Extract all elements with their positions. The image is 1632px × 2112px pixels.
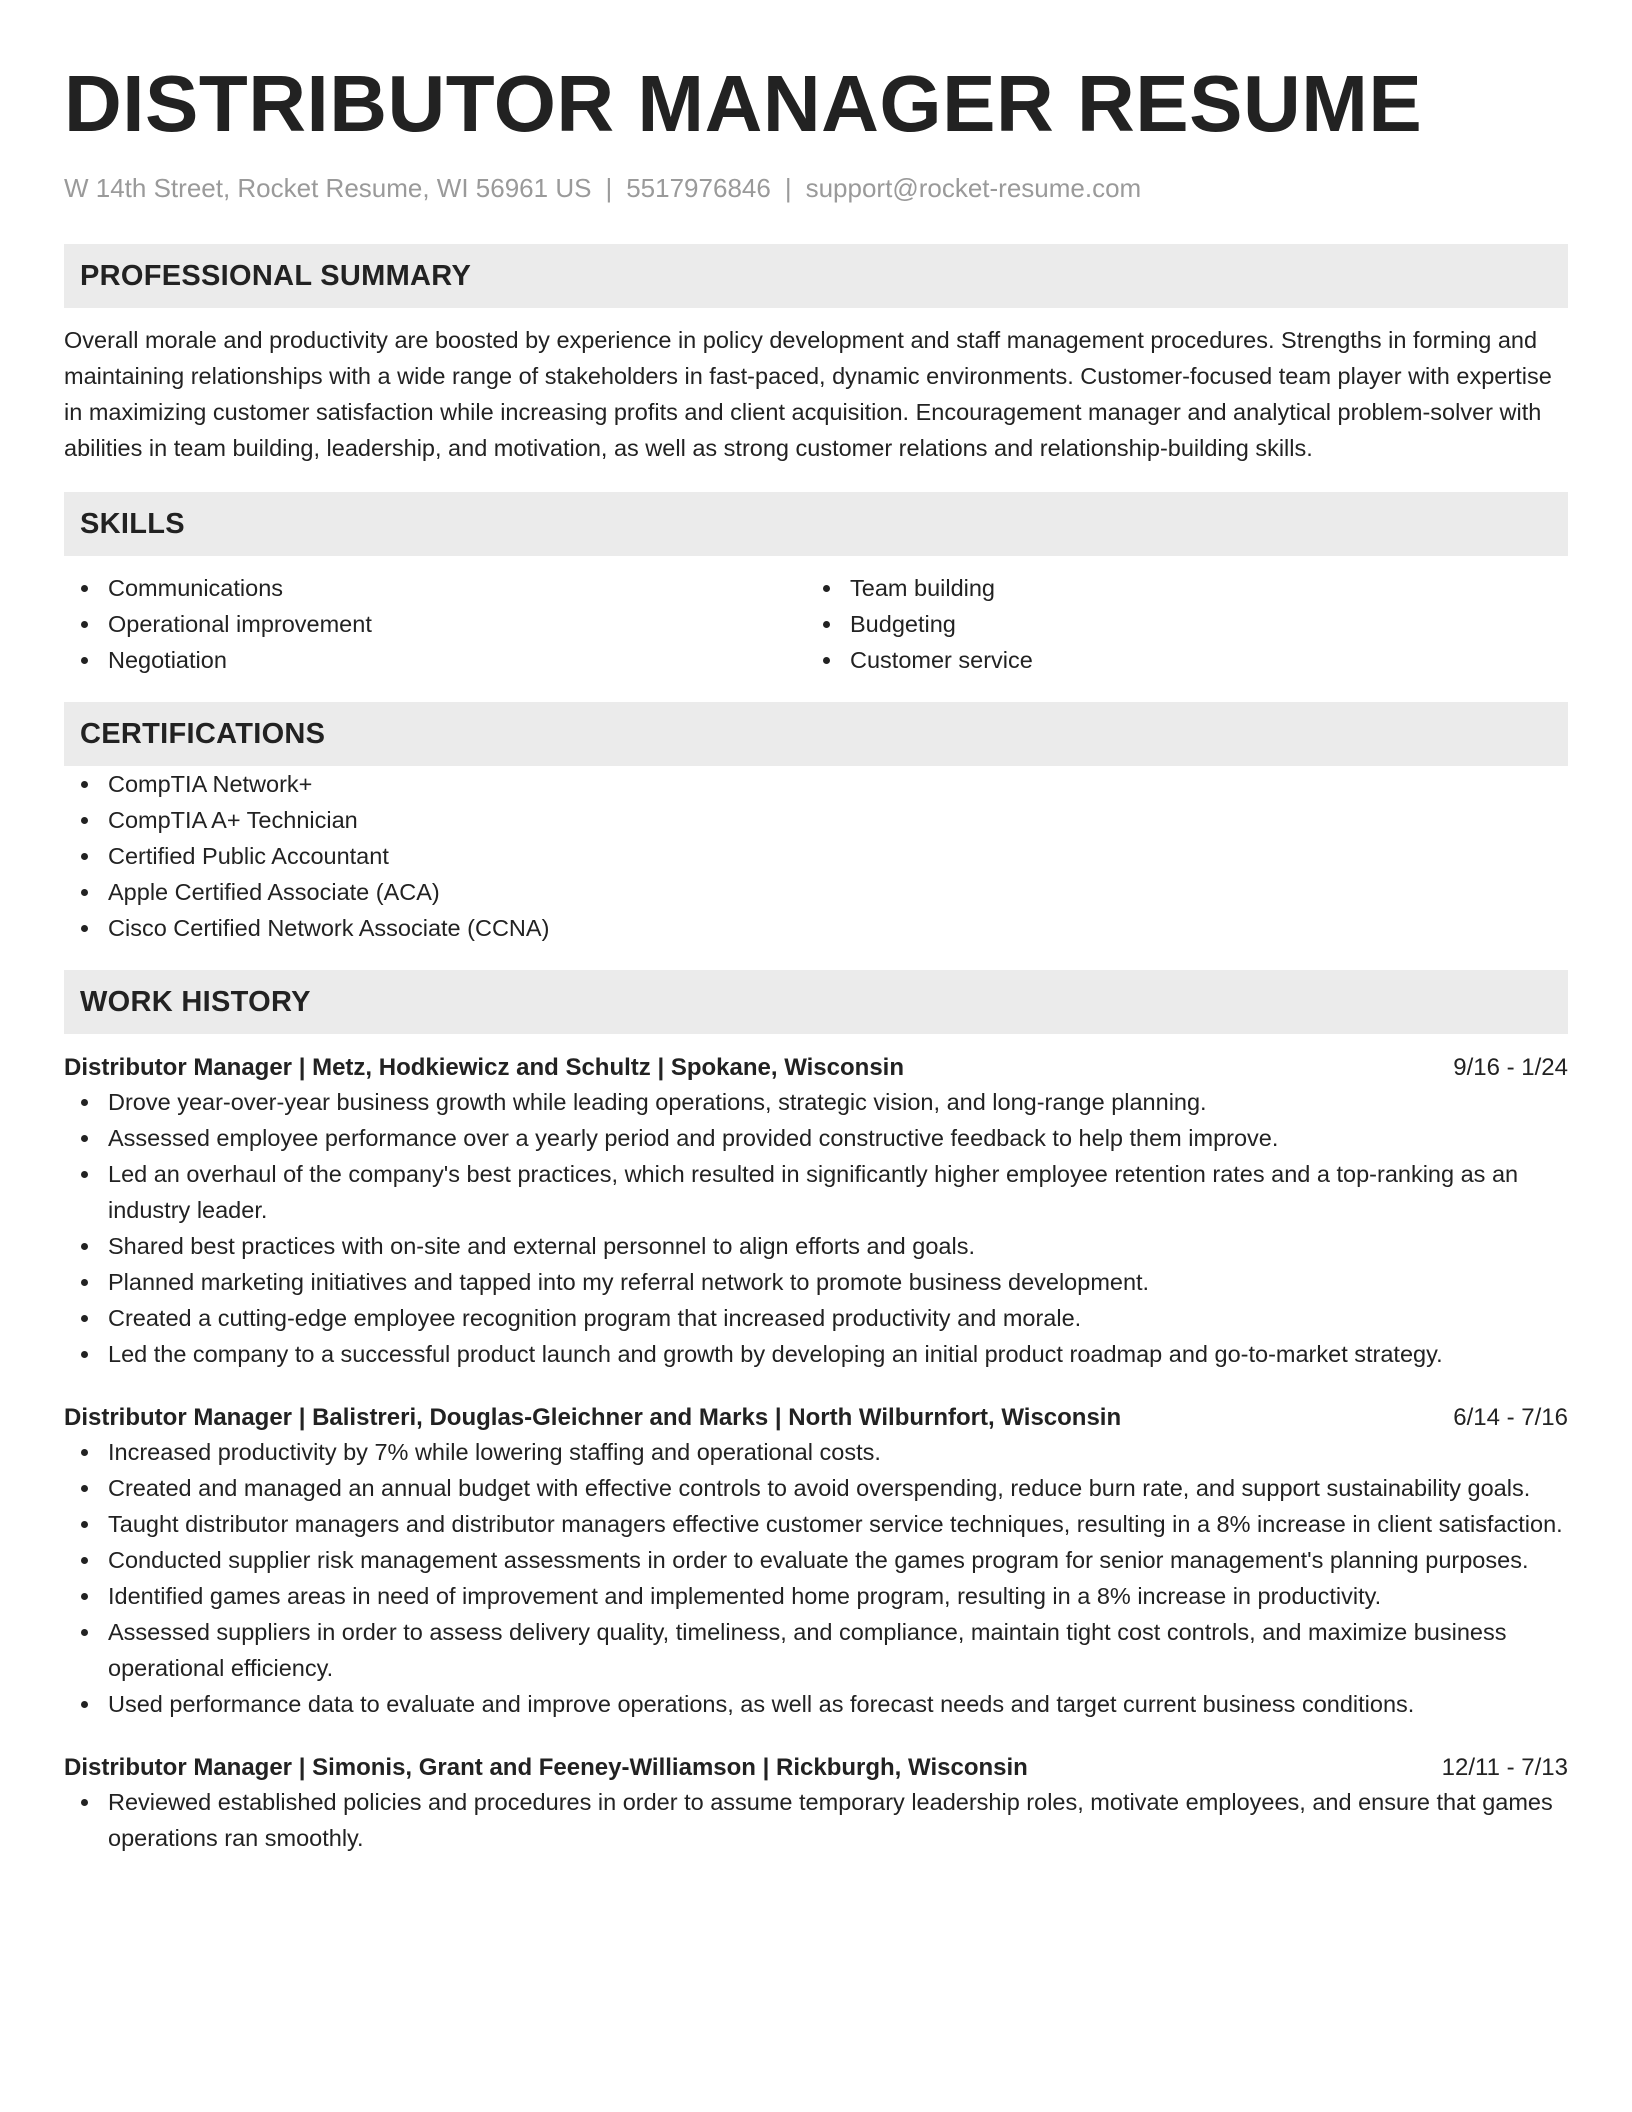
job-header	[64, 1402, 1568, 1434]
job-title: Distributor Manager | Simonis, Grant and Feeney-Williamson | Rickburgh, Wisconsin	[64, 1754, 1028, 1781]
job-title: Distributor Manager | Metz, Hodkiewicz and Schultz | Spokane, Wisconsin	[64, 1054, 904, 1081]
certification-item: Apple Certified Associate (ACA)	[64, 874, 1568, 910]
certification-item: CompTIA Network+	[64, 766, 1568, 802]
job-dates: 6/14 - 7/16	[1453, 1404, 1568, 1431]
job-title: Distributor Manager | Balistreri, Douglas-Gleichner and Marks | North Wilburnfort, Wisconsin	[64, 1404, 1122, 1431]
job-header	[64, 1052, 1568, 1084]
skill-item: Negotiation	[64, 642, 806, 678]
job-entry	[64, 1052, 1568, 1372]
job-bullet: Assessed employee performance over a yearly period and provided constructive feedback to help them improve.	[64, 1120, 1568, 1156]
job-dates: 12/11 - 7/13	[1441, 1754, 1568, 1781]
job-bullet: Increased productivity by 7% while lowering staffing and operational costs.	[64, 1434, 1568, 1470]
job-bullet: Used performance data to evaluate and improve operations, as well as forecast needs and target current business conditions.	[64, 1686, 1568, 1722]
job-bullet: Led the company to a successful product launch and growth by developing an initial product roadmap and go-to-market strategy.	[64, 1336, 1568, 1372]
job-header	[64, 1752, 1568, 1784]
skill-item: Customer service	[806, 642, 1548, 678]
contact-separator: |	[605, 173, 613, 203]
section-heading-summary: PROFESSIONAL SUMMARY	[64, 244, 1568, 308]
resume-title: DISTRIBUTOR MANAGER RESUME	[64, 59, 1423, 148]
skill-item: Communications	[64, 570, 806, 606]
section-heading-certifications: CERTIFICATIONS	[64, 702, 1568, 766]
job-bullet: Identified games areas in need of improvement and implemented home program, resulting in a 8% increase in productivity.	[64, 1578, 1568, 1614]
section-heading-skills: SKILLS	[64, 492, 1568, 556]
skill-item: Budgeting	[806, 606, 1548, 642]
contact-email: support@rocket-resume.com	[805, 173, 1142, 203]
job-bullet-list	[64, 1084, 1568, 1372]
job-bullet: Assessed suppliers in order to assess delivery quality, timeliness, and compliance, maintain tight cost controls, and maximize business operational efficiency.	[64, 1614, 1568, 1686]
contact-separator: |	[784, 173, 792, 203]
skill-item: Operational improvement	[64, 606, 806, 642]
job-bullet: Led an overhaul of the company's best practices, which resulted in significantly higher employee retention rates and a top-ranking as an industry leader.	[64, 1156, 1568, 1228]
contact-phone: 5517976846	[626, 173, 771, 203]
job-bullet: Conducted supplier risk management assessments in order to evaluate the games program for senior management's planning purposes.	[64, 1542, 1568, 1578]
job-bullet: Created and managed an annual budget with effective controls to avoid overspending, reduce burn rate, and support sustainability goals.	[64, 1470, 1568, 1506]
section-heading-work-history: WORK HISTORY	[64, 970, 1568, 1034]
certification-item: Cisco Certified Network Associate (CCNA)	[64, 910, 1568, 946]
skills-column-right	[806, 570, 1548, 678]
job-bullet-list	[64, 1784, 1568, 1856]
job-bullet: Reviewed established policies and procedures in order to assume temporary leadership roles, motivate employees, and ensure that games operations ran smoothly.	[64, 1784, 1568, 1856]
certification-list	[64, 766, 1568, 946]
job-bullet: Drove year-over-year business growth while leading operations, strategic vision, and long-range planning.	[64, 1084, 1568, 1120]
job-bullet-list	[64, 1434, 1568, 1722]
job-dates: 9/16 - 1/24	[1453, 1054, 1568, 1081]
contact-line	[64, 172, 1568, 204]
summary-text: Overall morale and productivity are boosted by experience in policy development and staff management procedures. Strengths in forming and maintaining relationships with a wide range of stakeholders in fast-paced, dynamic environments. Customer-focused team player with expertise in maximizing customer satisfaction while increasing profits and client acquisition. Encouragement manager and analytical problem-solver with abilities in team building, leadership, and motivation, as well as strong customer relations and relationship-building skills.	[64, 327, 1552, 461]
certification-item: CompTIA A+ Technician	[64, 802, 1568, 838]
skills-column-left	[64, 570, 806, 678]
job-bullet: Taught distributor managers and distributor managers effective customer service techniques, resulting in a 8% increase in client satisfaction.	[64, 1506, 1568, 1542]
skills-grid	[64, 570, 1568, 678]
job-bullet: Created a cutting-edge employee recognition program that increased productivity and morale.	[64, 1300, 1568, 1336]
contact-address: W 14th Street, Rocket Resume, WI 56961 US	[64, 173, 592, 203]
job-bullet: Shared best practices with on-site and external personnel to align efforts and goals.	[64, 1228, 1568, 1264]
skill-item: Team building	[806, 570, 1548, 606]
certification-item: Certified Public Accountant	[64, 838, 1568, 874]
job-entry	[64, 1752, 1568, 1856]
job-bullet: Planned marketing initiatives and tapped into my referral network to promote business development.	[64, 1264, 1568, 1300]
job-entry	[64, 1402, 1568, 1722]
